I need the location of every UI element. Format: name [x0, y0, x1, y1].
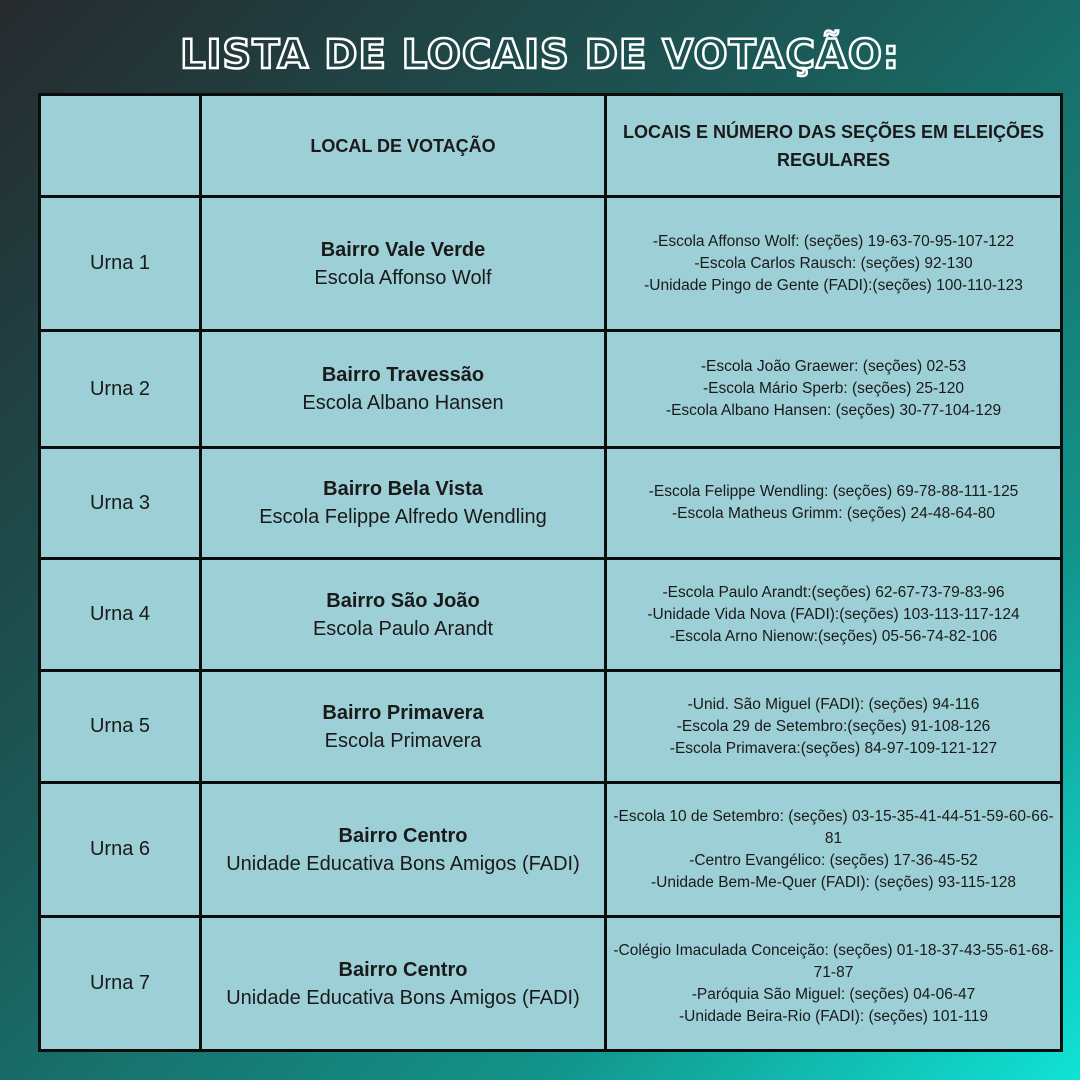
- escola-name: Unidade Educativa Bons Amigos (FADI): [226, 852, 580, 875]
- secao-line: -Escola Arno Nienow:(seções) 05-56-74-82-106: [669, 627, 998, 645]
- secao-line: -Escola 10 de Setembro: (seções) 03-15-35-41-44-51-59-60-66-81: [613, 807, 1054, 847]
- escola-name: Escola Albano Hansen: [302, 392, 504, 414]
- secoes-cell: [606, 917, 1062, 1051]
- secao-line: -Escola Felippe Wendling: (seções) 69-78-88-111-125: [648, 483, 1019, 500]
- local-cell: [201, 671, 606, 783]
- secao-line: -Centro Evangélico: (seções) 17-36-45-52: [689, 851, 978, 869]
- secao-line: -Escola Carlos Rausch: (seções) 92-130: [694, 254, 973, 272]
- secao-line: -Unidade Pingo de Gente (FADI):(seções) 100-110-123: [644, 276, 1023, 294]
- bairro-name: Bairro Centro: [338, 958, 468, 981]
- secoes-cell: [606, 559, 1062, 671]
- table-row: [40, 783, 1062, 917]
- local-cell: [201, 197, 606, 331]
- local-cell: [201, 448, 606, 559]
- urna-cell: Urna 1: [40, 197, 201, 331]
- bairro-name: Bairro Centro: [338, 824, 468, 847]
- secao-line: -Paróquia São Miguel: (seções) 04-06-47: [691, 985, 976, 1003]
- secao-line: -Escola Paulo Arandt:(seções) 62-67-73-79-83-96: [662, 583, 1005, 601]
- table-row: [40, 331, 1062, 448]
- escola-name: Escola Affonso Wolf: [314, 266, 492, 289]
- secoes-cell: [606, 448, 1062, 559]
- local-cell: [201, 917, 606, 1051]
- urna-cell: Urna 4: [40, 559, 201, 671]
- table-row: [40, 917, 1062, 1051]
- urna-cell: Urna 5: [40, 671, 201, 783]
- escola-name: Escola Felippe Alfredo Wendling: [259, 506, 547, 528]
- table-row: [40, 197, 1062, 331]
- secao-line: -Escola Affonso Wolf: (seções) 19-63-70-95-107-122: [652, 232, 1015, 250]
- header-secoes: LOCAIS E NÚMERO DAS SEÇÕES EM ELEIÇÕES REGULARES: [606, 95, 1062, 197]
- bairro-name: Bairro Travessão: [321, 364, 485, 386]
- table-row: [40, 671, 1062, 783]
- secao-line: -Escola 29 de Setembro:(seções) 91-108-126: [676, 717, 991, 735]
- table-row: [40, 448, 1062, 559]
- header-urna: [40, 95, 201, 197]
- bairro-name: Bairro Bela Vista: [323, 478, 483, 500]
- secoes-cell: [606, 197, 1062, 331]
- table-row: [40, 559, 1062, 671]
- voting-locations-table: [38, 93, 1063, 1052]
- secao-line: -Escola Mário Sperb: (seções) 25-120: [702, 380, 965, 397]
- secoes-cell: [606, 331, 1062, 448]
- escola-name: Escola Paulo Arandt: [312, 617, 494, 640]
- local-cell: [201, 559, 606, 671]
- urna-cell: Urna 6: [40, 783, 201, 917]
- escola-name: Unidade Educativa Bons Amigos (FADI): [226, 986, 580, 1009]
- bairro-name: Bairro São João: [326, 589, 480, 612]
- secao-line: -Escola Albano Hansen: (seções) 30-77-104-129: [665, 402, 1002, 419]
- page-title: LISTA DE LOCAIS DE VOTAÇÃO:: [180, 32, 900, 78]
- secao-line: -Escola João Graewer: (seções) 02-53: [700, 358, 967, 375]
- secao-line: -Unidade Vida Nova (FADI):(seções) 103-113-117-124: [647, 605, 1020, 623]
- bairro-name: Bairro Vale Verde: [320, 238, 486, 261]
- secao-line: -Unidade Bem-Me-Quer (FADI): (seções) 93-115-128: [651, 873, 1016, 891]
- secao-line: -Escola Matheus Grimm: (seções) 24-48-64-80: [671, 505, 996, 522]
- urna-cell: Urna 3: [40, 448, 201, 559]
- secao-line: -Unidade Beira-Rio (FADI): (seções) 101-119: [679, 1007, 988, 1025]
- secao-line: -Escola Primavera:(seções) 84-97-109-121-127: [669, 739, 998, 757]
- local-cell: [201, 331, 606, 448]
- table-header-row: [40, 95, 1062, 197]
- secoes-cell: [606, 671, 1062, 783]
- bairro-name: Bairro Primavera: [322, 701, 484, 724]
- urna-cell: Urna 2: [40, 331, 201, 448]
- local-cell: [201, 783, 606, 917]
- secoes-cell: [606, 783, 1062, 917]
- secao-line: -Colégio Imaculada Conceição: (seções) 01-18-37-43-55-61-68-71-87: [613, 941, 1054, 981]
- header-local: LOCAL DE VOTAÇÃO: [201, 95, 606, 197]
- urna-cell: Urna 7: [40, 917, 201, 1051]
- escola-name: Escola Primavera: [324, 729, 482, 752]
- secao-line: -Unid. São Miguel (FADI): (seções) 94-116: [687, 695, 980, 713]
